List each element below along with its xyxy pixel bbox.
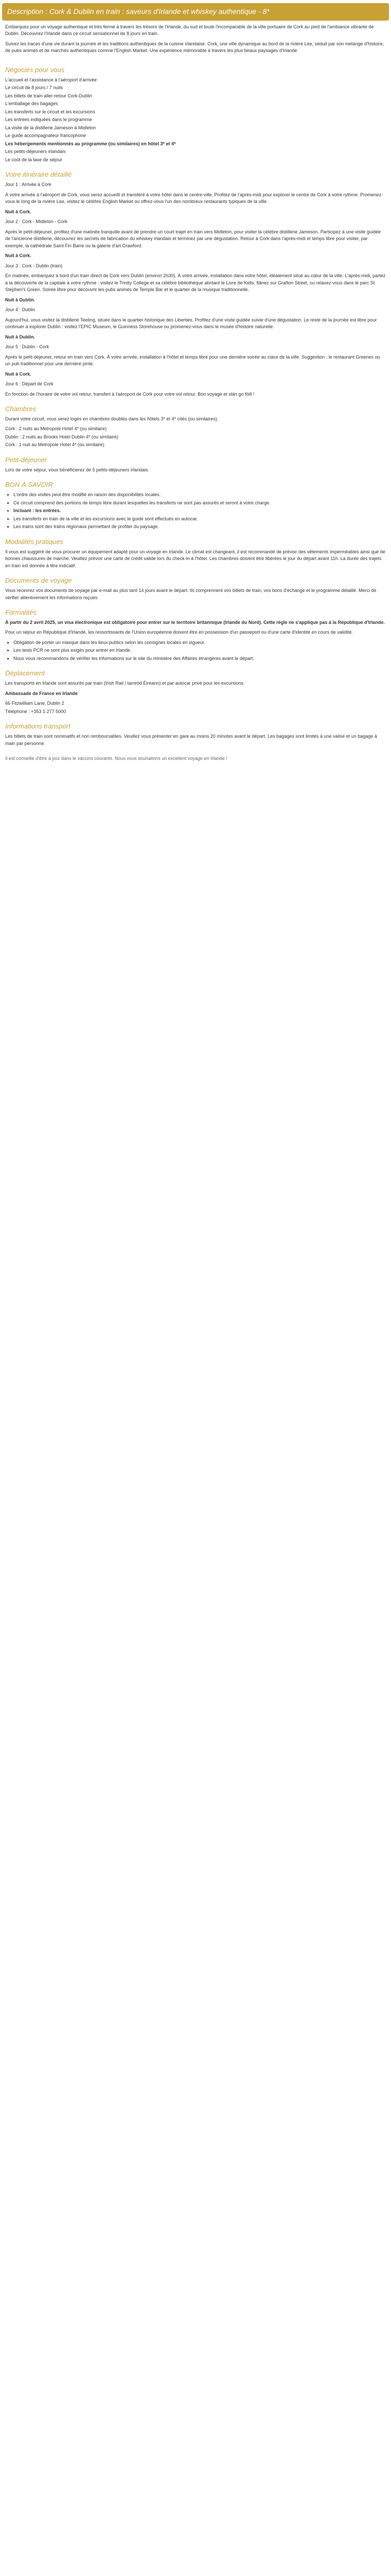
good-to-know-list bbox=[13, 492, 386, 531]
itinerary-block bbox=[5, 181, 386, 398]
day-2 bbox=[5, 218, 386, 260]
list-item: • Obligation de porter un masque dans les lieux publics selon les consignes locales en vigueur. bbox=[13, 639, 386, 647]
embassy-line: 66 Fitzwilliam Lane, Dublin 2 bbox=[5, 701, 64, 706]
section-title-itinerary: Votre itinéraire détaillé bbox=[5, 171, 72, 179]
nego-line: Les transferts sur le circuit et les excursions bbox=[5, 109, 95, 114]
list-item: • Incluant : les entrées. bbox=[13, 507, 386, 515]
intro-paragraph: Suivez les traces d'une vie durant la journée et les traditions authentiques de la cuisine irlandaise. Cork, une ville dynamique au bord de la rivière Lee, séduit par son mélange d'histoire, de pubs animés et de marchés authentiques comme l'English Market. Une expérience mémorable à travers les plus beaux paysages d'Irlande. bbox=[5, 41, 384, 54]
page-title: Description : Cork & Dublin en train : saveurs d'Irlande et whiskey authentique - 8* bbox=[7, 7, 270, 15]
day-heading: Jour 2 : Cork - Midleton - Cork bbox=[5, 219, 68, 225]
day-night: Nuit à Dublin. bbox=[5, 334, 35, 340]
day-heading: Jour 6 : Départ de Cork bbox=[5, 381, 54, 387]
practical-text: Il vous est suggéré de vous procurer un équipement adapté pour un voyage en Irlande. Le climat est changeant, il est recommandé de prévoir des vêtements imperméables ainsi que de bonnes chaussures de marche. Veuillez prévoir une carte de crédit valide lors du check-in à l'hôtel. Les chambres doivent être libérées le jour du départ avant 11h. La durée des trajets en train est donnée à titre indicatif. bbox=[5, 549, 385, 568]
day-text: À votre arrivée à l'aéroport de Cork, vous serez accueilli et transféré à votre hôtel dans le centre-ville. Profitez de l'après-midi pour explorer le centre de Cork à votre rythme. Promenez-vous le long de la rivière Lee, visitez le célèbre English Market ou offrez-vous l'un des nombreux restaurants typiques de la ville. bbox=[5, 192, 383, 205]
nego-line: Les entrées indiquées dans le programme bbox=[5, 117, 92, 123]
room-item: Cork : 1 nuit au Metropole Hotel 4* (ou similaire) bbox=[5, 442, 105, 448]
day-5 bbox=[5, 344, 386, 378]
documents-text: Vous recevrez vos documents de voyage par e-mail au plus tard 14 jours avant le départ. Ils comprennent vos billets de train, vos bons d'échange et le programme détaillé. Merci de vérifier attentivement les informations reçues. bbox=[5, 588, 377, 600]
day-text: En fonction de l'horaire de votre vol retour, transfert à l'aéroport de Cork pour votre vol retour. Bon voyage et slàn go fóill ! bbox=[5, 391, 255, 397]
nego-block bbox=[5, 77, 386, 164]
practical-block bbox=[5, 549, 386, 570]
nego-line: L'accueil et l'assistance à l'aéroport d'arrivée bbox=[5, 77, 97, 82]
footer-note: Il est conseillé d'être à jour dans le vaccins courants. Nous vous souhaitons un excellent voyage en Irlande ! bbox=[5, 756, 227, 761]
section-title-rooms: Chambres bbox=[5, 405, 36, 413]
section-title-good-to-know: BON À SAVOIR bbox=[5, 481, 53, 489]
travel-block bbox=[5, 680, 386, 715]
list-item: • L'ordre des visites peut être modifié en raison des disponibilités locales. bbox=[13, 492, 386, 499]
formalities-text: À partir du 2 avril 2025, un visa électronique est obligatoire pour entrer sur le territoire britannique (Irlande du Nord). Cette règle ne s'applique pas à la République d'Irlande. bbox=[5, 619, 385, 625]
day-text: Après le petit-déjeuner, retour en train vers Cork. À votre arrivée, installation à l'hôtel et temps libre pour une dernière soirée au cœur de la ville. Suggestion : le restaurant Greenes ou un pub traditionnel pour une dernière pinte. bbox=[5, 354, 380, 367]
rooms-text: Durant votre circuit, vous serez logés en chambres doubles dans les hôtels 3* et 4* cités (ou similaires). bbox=[5, 416, 219, 421]
intro bbox=[2, 21, 389, 59]
nego-line: Le guide accompagnateur francophone bbox=[5, 133, 86, 139]
intro-paragraph: Embarquez pour un voyage authentique et très fermé à travers les trésors de l'Irlande, du sud et toute l'incomparable de la ville portuaire de Cork au pied de l'ambiance vibrante de Dublin. Découvrez l'Irlande dans ce circuit sensationnel de 8 jours en train. bbox=[5, 24, 374, 37]
nego-line: Les petits-déjeuners irlandais bbox=[5, 149, 66, 155]
room-item: Cork : 2 nuits au Metropole Hotel 4* (ou similaire) bbox=[5, 426, 107, 432]
day-1 bbox=[5, 181, 386, 215]
day-night: Nuit à Cork. bbox=[5, 253, 31, 259]
section-title-transport-info: Informations transport bbox=[5, 722, 71, 731]
section-title-breakfast: Petit-déjeuner bbox=[5, 455, 47, 464]
page bbox=[2, 3, 389, 773]
formalities-list bbox=[13, 639, 386, 663]
nego-line: Les hébergements mentionnés au programme (ou similaires) en hôtel 3* et 4* bbox=[5, 141, 176, 146]
section-title-travel: Déplacement bbox=[5, 669, 45, 677]
transport-info-block bbox=[5, 733, 386, 747]
formalities-text: Pour un séjour en République d'Irlande, les ressortissants de l'Union européenne doivent être en possession d'un passeport ou d'une carte d'identité en cours de validité. bbox=[5, 630, 353, 635]
day-text: En matinée, embarquez à bord d'un train direct de Cork vers Dublin (environ 2h30). À votre arrivée, installation dans votre hôtel, idéalement situé au cœur de la ville. L'après-midi, partez à la découverte de la capitale à votre rythme : visitez le Trinity College et sa célèbre bibliothèque abritant le Livre de Kells, flânez sur Grafton Street, ou relaxez-vous dans le parc St Stephen's Green. Soirée libre pour découvrir les pubs animés de Temple Bar et le quartier de la musique traditionnelle. bbox=[5, 273, 386, 293]
nego-line: Les billets de train aller-retour Cork-Dublin bbox=[5, 93, 92, 98]
list-item: • Les tests PCR ne sont plus exigés pour entrer en Irlande. bbox=[13, 647, 386, 654]
day-4 bbox=[5, 307, 386, 341]
section-title-nego: Négociés pour vous bbox=[5, 65, 64, 74]
transport-info-text: Les billets de train sont nominatifs et non remboursables. Veuillez vous présenter en gare au moins 20 minutes avant le départ. Les bagages sont limités à une valise et un bagage à main par personne. bbox=[5, 734, 377, 746]
day-heading: Jour 1 : Arrivée à Cork bbox=[5, 182, 52, 188]
day-night: Nuit à Dublin. bbox=[5, 297, 35, 302]
nego-line: Le circuit de 8 jours / 7 nuits bbox=[5, 85, 63, 91]
rooms-block bbox=[5, 416, 386, 449]
content bbox=[2, 66, 389, 747]
day-heading: Jour 3 : Cork - Dublin (train) bbox=[5, 263, 63, 268]
list-item: • Les trains sont des trains régionaux permettant de profiter du paysage. bbox=[13, 523, 386, 531]
formalities-block bbox=[5, 619, 386, 663]
day-heading: Jour 4 : Dublin bbox=[5, 307, 36, 313]
day-6 bbox=[5, 381, 386, 398]
list-item: • Les transferts en train de la ville et les excursions avec le guide sont effectués en autocar. bbox=[13, 516, 386, 523]
description-banner bbox=[2, 3, 389, 21]
breakfast-block bbox=[5, 467, 386, 474]
day-heading: Jour 5 : Dublin - Cork bbox=[5, 344, 50, 350]
embassy-title: Ambassade de France en Irlande bbox=[5, 690, 78, 696]
documents-block bbox=[5, 587, 386, 601]
embassy-line: Téléphone : +353 1 277 5000 bbox=[5, 708, 66, 714]
day-text: Après le petit-déjeuner, profitez d'une matinée tranquille avant de prendre un court trajet en train vers Midleton, pour visiter la célèbre distillerie Jameson. Participez à une visite guidée de l'ancienne distillerie, découvrez les secrets de fabrication du whiskey irlandais et terminez par une dégustation. Retour à Cork dans l'après-midi et temps libre pour visiter, par exemple, la cathédrale Saint Fin Barre ou la galerie d'art Crawford. bbox=[5, 229, 381, 248]
day-3 bbox=[5, 263, 386, 304]
nego-line: L'emballage des bagages bbox=[5, 101, 58, 107]
list-item: • Ce circuit comprend des portions de temps libre durant lesquelles les transferts ne sont pas assurés et seront à votre charge. bbox=[13, 500, 386, 507]
section-title-practical: Modalités pratiques bbox=[5, 537, 63, 546]
travel-text: Les transports en Irlande sont assurés par train (Irish Rail / Iarnród Éireann) et par autocar privé pour les excursions. bbox=[5, 681, 245, 686]
day-text: Aujourd'hui, vous visitez la distillerie Teeling, située dans le quartier historique des Liberties. Profitez d'une visite guidée suivie d'une dégustation. Le reste de la journée est libre pour continuer à explorer Dublin : visitez l'EPIC Museum, le Guinness Storehouse ou promenez-vous dans le musée d'histoire naturelle. bbox=[5, 317, 377, 330]
day-night: Nuit à Cork. bbox=[5, 371, 31, 377]
section-title-formalities: Formalités bbox=[5, 608, 37, 617]
room-item: Dublin : 2 nuits au Brooks Hotel Dublin 4* (ou similaire) bbox=[5, 434, 119, 439]
section-title-documents: Documents de voyage bbox=[5, 577, 72, 585]
list-item: • Nous vous recommandons de vérifier les informations sur le site du ministère des Affaires étrangères avant le départ. bbox=[13, 655, 386, 663]
breakfast-text: Lors de votre séjour, vous bénéficierez de 5 petits-déjeuners irlandais. bbox=[5, 467, 150, 472]
day-night: Nuit à Cork. bbox=[5, 209, 31, 214]
nego-line: La visite de la distillerie Jameson à Midleton bbox=[5, 125, 96, 130]
nego-line: Le coût de la taxe de séjour bbox=[5, 157, 62, 162]
